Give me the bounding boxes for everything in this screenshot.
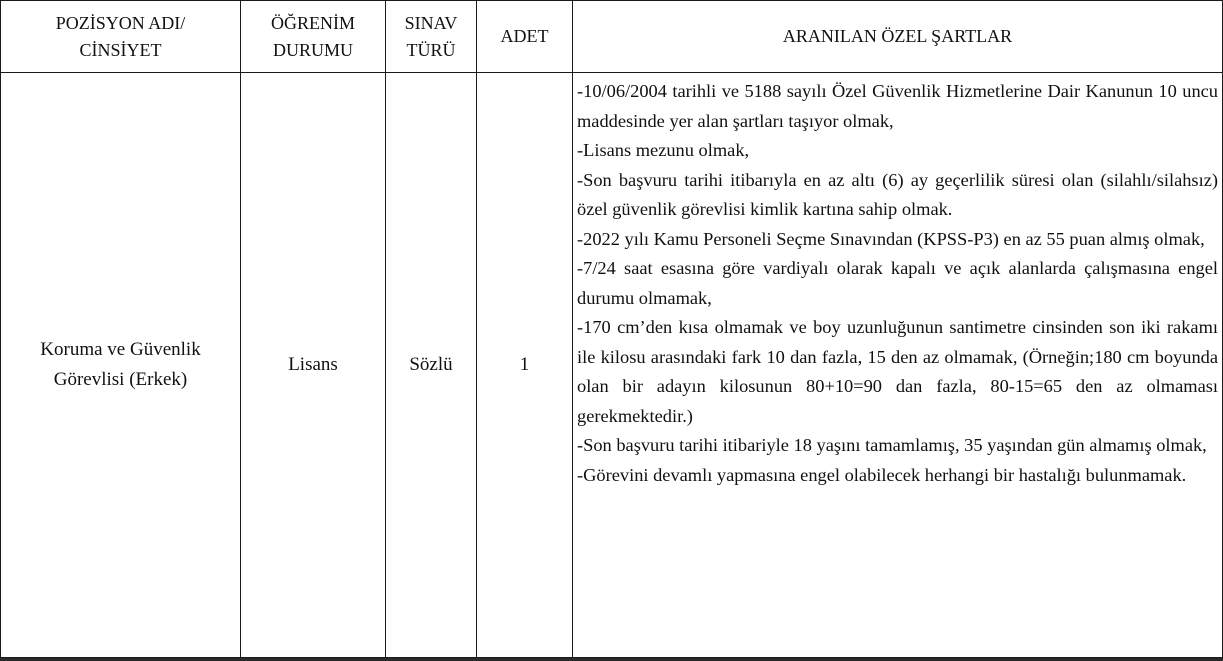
conditions-cell	[573, 73, 1223, 658]
condition-item: -Görevini devamlı yapmasına engel olabilecek herhangi bir hastalığı bulunmamak.	[577, 464, 1187, 485]
condition-item: -170 cm’den kısa olmamak ve boy uzunluğunun santimetre cinsinden son iki rakamı ile kilosu arasındaki fark 10 dan fazla, 15 den az olmamak, (Örneğin;180 cm boyunda olan bir adayın kilosunun 80+10=90 dan fazla, 80-15=65 den az olmaması gerekmektedir.)	[577, 317, 1218, 426]
header-conditions	[573, 1, 1223, 73]
header-count-text: ADET	[500, 26, 549, 46]
table-row	[1, 73, 1223, 658]
header-exam	[386, 1, 477, 73]
position-line-2: Görevlisi (Erkek)	[53, 369, 188, 390]
header-education-line-1: ÖĞRENİM	[271, 12, 355, 33]
header-education	[241, 1, 386, 73]
header-position	[1, 1, 241, 73]
condition-item: -2022 yılı Kamu Personeli Seçme Sınavından (KPSS-P3) en az 55 puan almış olmak,	[577, 228, 1205, 249]
position-line-1: Koruma ve Güvenlik	[40, 339, 201, 360]
header-conditions-text: ARANILAN ÖZEL ŞARTLAR	[782, 26, 1013, 46]
header-position-line-2: CİNSİYET	[79, 39, 162, 60]
header-position-line-1: POZİSYON ADI/	[55, 12, 186, 33]
position-cell	[1, 73, 241, 658]
condition-item: -Lisans mezunu olmak,	[577, 140, 750, 160]
condition-item: -7/24 saat esasına göre vardiyalı olarak kapalı ve açık alanlarda çalışmasına engel durumu olmamak,	[577, 258, 1218, 308]
header-education-line-2: DURUMU	[272, 39, 353, 60]
header-exam-line-2: TÜRÜ	[406, 39, 456, 60]
condition-item: -Son başvuru tarihi itibariyle 18 yaşını tamamlamış, 35 yaşından gün almamış olmak,	[577, 435, 1207, 455]
exam-type-cell: Sözlü	[386, 73, 477, 658]
education-cell: Lisans	[241, 73, 386, 658]
condition-item: -Son başvuru tarihi itibarıyla en az altı (6) ay geçerlilik süresi olan (silahlı/silahsız) özel güvenlik görevlisi kimlik kartına sahip olmak.	[577, 169, 1218, 219]
header-count	[477, 1, 573, 73]
header-exam-line-1: SINAV	[404, 12, 458, 33]
header-row	[1, 1, 1223, 73]
conditions-list	[573, 73, 1222, 490]
condition-item: -10/06/2004 tarihli ve 5188 sayılı Özel Güvenlik Hizmetlerine Dair Kanunun 10 uncu maddesinde yer alan şartları taşıyor olmak,	[577, 81, 1218, 131]
count-cell: 1	[477, 73, 573, 658]
